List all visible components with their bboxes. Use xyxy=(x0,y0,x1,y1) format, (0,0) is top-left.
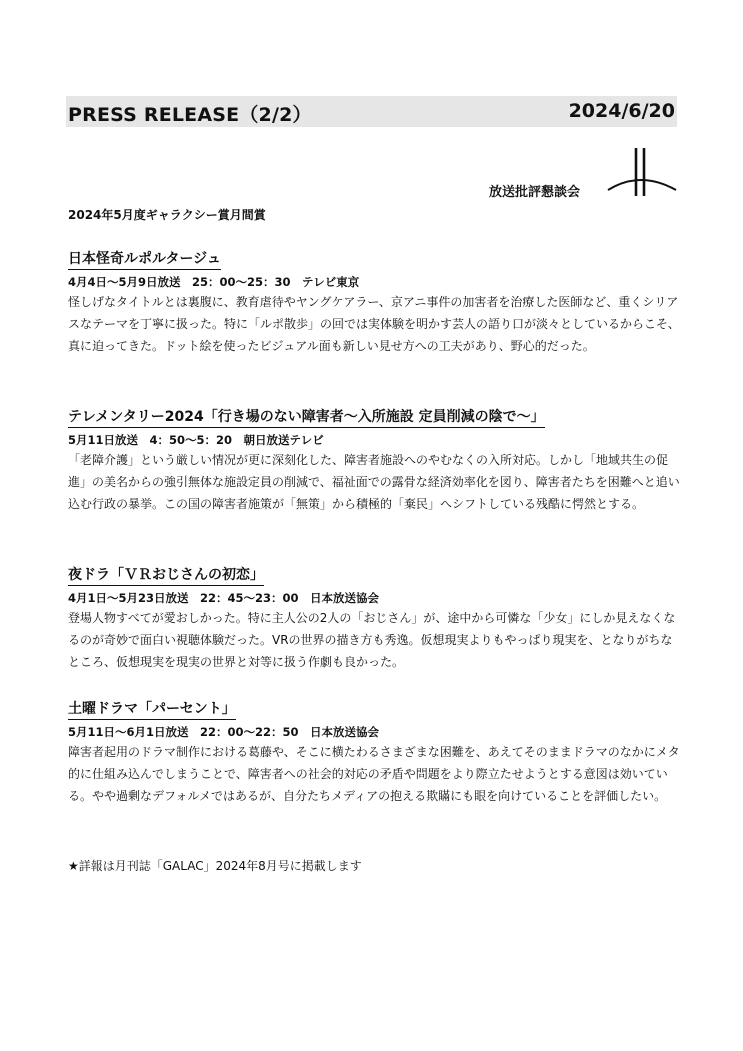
organization-name: 放送批評懇談会 xyxy=(489,185,581,200)
header-bar xyxy=(66,96,677,127)
press-release-title: PRESS RELEASE（2/2） xyxy=(68,104,312,126)
entry-description: 「老障介護」という厳しい情况が更に深刻化した、障害者施設へのやむなくの入所対応。しかし「地域共生の促進」の美名からの強引無体な施設定員の削減で、福祉面での露骨な経済効率化を図り、障害者たちを困難へと追い込む行政の暴挙。この国の障害者施策が「無策」から積極的「棄民」へシフトしている残酷に愕然とする。 xyxy=(68,453,680,511)
award-entry xyxy=(68,406,680,515)
release-date: 2024/6/20 xyxy=(568,100,675,122)
award-entry xyxy=(68,564,680,673)
award-entry xyxy=(68,698,680,807)
entry-broadcast-info: 5月11日放送 4：50～5：20 朝日放送テレビ xyxy=(68,433,324,447)
footnote: ★詳報は月刊誌「GALAC」2024年8月号に掲載します xyxy=(68,859,362,873)
logo-arc xyxy=(608,180,676,190)
entry-broadcast-info: 4月4日～5月9日放送 25：00～25：30 テレビ東京 xyxy=(68,275,360,289)
entry-title: 日本怪奇ルポルタージュ xyxy=(68,248,221,270)
entry-title: 土曜ドラマ「パーセント」 xyxy=(68,698,236,720)
entry-broadcast-info: 4月1日～5月23日放送 22：45～23：00 日本放送協会 xyxy=(68,591,380,605)
entry-description: 怪しげなタイトルとは裏腹に、教育虐待やヤングケアラー、京アニ事件の加害者を治療した医師など、重くシリアスなテーマを丁寧に扱った。特に「ルポ散歩」の回では実体験を明かす芸人の語り口が淡々としているからこそ、真に迫ってきた。ドット絵を使ったビジュアル面も新しい見せ方への工夫があり、野心的だった。 xyxy=(68,295,680,353)
entry-title: 夜ドラ「ＶＲおじさんの初恋」 xyxy=(68,564,264,586)
award-entry xyxy=(68,248,680,357)
award-heading: 2024年5月度ギャラクシー賞月間賞 xyxy=(68,208,266,222)
entry-description: 登場人物すべてが愛おしかった。特に主人公の2人の「おじさん」が、途中から可憐な「少女」にしか見えなくなるのが奇妙で面白い視聴体験だった。VRの世界の描き方も秀逸。仮想現実よりもやっぱり現実を、となりがちなところ、仮想現実を現実の世界と対等に扱う作劇も良かった。 xyxy=(68,611,676,669)
galac-logo-icon xyxy=(606,146,678,198)
entry-title: テレメンタリー2024「行き場のない障害者～入所施設 定員削減の陰で～」 xyxy=(68,406,545,428)
entry-description: 障害者起用のドラマ制作における葛藤や、そこに横たわるさまざまな困難を、あえてそのままドラマのなかにメタ的に仕組み込んでしまうことで、障害者への社会的対応の矛盾や問題をより際立たせようとする意図は効いている。やや過剰なデフォルメではあるが、自分たちメディアの抱える欺瞞にも眼を向けていることを評価したい。 xyxy=(68,745,680,803)
entry-broadcast-info: 5月11日～6月1日放送 22：00～22：50 日本放送協会 xyxy=(68,725,380,739)
